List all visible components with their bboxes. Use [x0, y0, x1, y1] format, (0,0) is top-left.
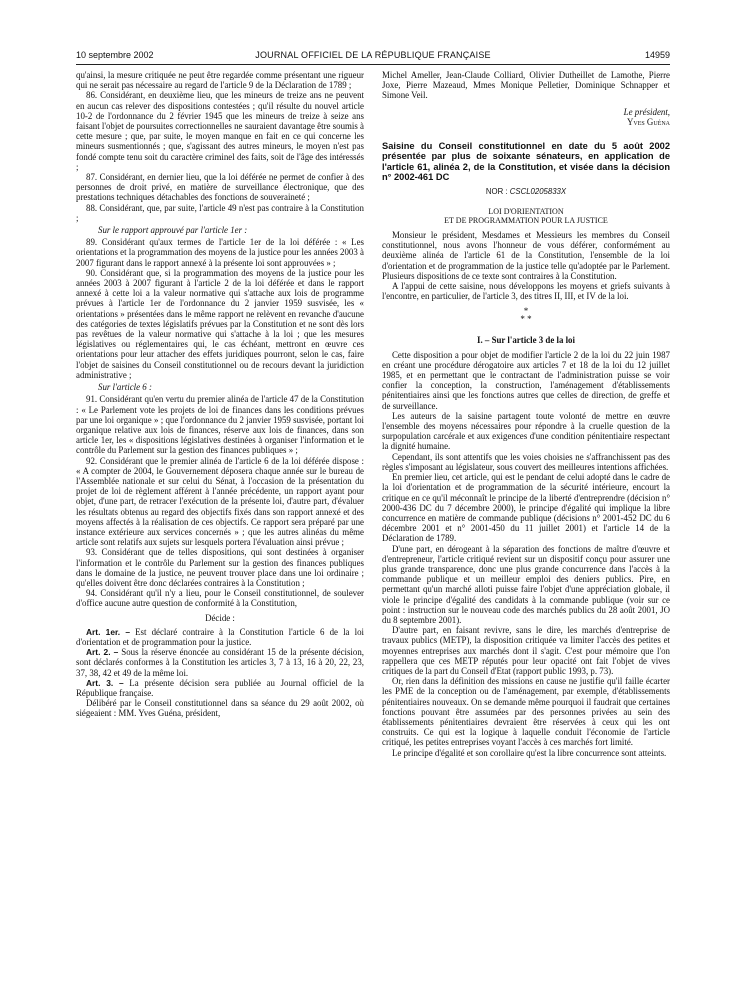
considerant-87: 87. Considérant, en dernier lieu, que la loi déférée ne permet de confier à des personnes de droit privé, en matière de surveillance électronique, que des prestations techniques détachables des fonctions de souveraineté ; — [76, 172, 364, 203]
right-column — [382, 70, 670, 758]
paragraph: Cependant, ils sont attentifs que les voies choisies ne s'affranchissent pas des règles s'imposant au législateur, sous couvert des meilleures intentions affichées. — [382, 451, 670, 472]
article-1-label: Art. 1er. – — [86, 626, 130, 637]
paragraph: Monsieur le président, Mesdames et Messieurs les membres du Conseil constitutionnel, nous avons l'honneur de vous déférer, conformément au deuxième alinéa de l'article 61 de la Constitution, l'ensemble de la loi d'orientation et de programmation de la justice telle qu'adoptée par le Parlement. Plusieurs dispositions de ce texte sont contraires à la Constitution. — [382, 230, 670, 281]
considerant-90: 90. Considérant que, si la programmation des moyens de la justice pour les années 2003 à 2007 figurant à l'article 2 de la loi déférée et dans le rapport annexé à cette loi a la valeur normative qui s'attache aux lois de programme prévues à l'article 1er de l'ordonnance du 2 janvier 1959 susvisée, les « orientations » présentées dans le même rapport ne relèvent en revanche d'aucune des catégories de textes législatifs prévues par la Constitution et ne sont dès lors pas revêtues de la valeur normative qui s'attache à la loi ; que les mesures législatives ou réglementaires qui, le cas échéant, mettront en œuvre ces orientations pour leur attacher des effets juridiques pourront, selon le cas, faire l'objet de saisines du Conseil constitutionnel ou de recours devant la juridiction administrative ; — [76, 267, 364, 380]
saisine-title: Saisine du Conseil constitutionnel en date du 5 août 2002 présentée par plus de soixante sénateurs, en application de l'article 61, alinéa 2, de la Constitution, et visée dans la décision n° 2002-461 DC — [382, 141, 670, 183]
nor-reference — [382, 187, 670, 197]
signature-name: Yves Guéna — [626, 116, 670, 127]
considerant-91: 91. Considérant qu'en vertu du premier alinéa de l'article 47 de la Constitution : « Le Parlement vote les projets de loi de finances dans les conditions prévues par une loi organique » ; que l'ordonnance du 2 janvier 1959 susvisée, portant loi organique relative aux lois de finances, réserve aux lois de finances, dans son article 1er, les « dispositions législatives destinées à organiser l'information et le contrôle du Parlement sur la gestion des finances publiques » ; — [76, 394, 364, 456]
paragraph: Or, rien dans la définition des missions en cause ne justifie qu'il faille écarter les PME de la conception ou de l'aménagement, par exemple, d'établissements pénitentiaires nouveaux. On se demande même pourquoi il faudrait que certaines fonctions pouvant être assumées par des personnes privées au sein des établissements pénitentiaires devraient être réservées à ceux qui les ont construits. Ce qui est la logique à laquelle conduit l'économie de l'article critiqué, les petites entreprises voyant l'accès à ces marchés fort limité. — [382, 676, 670, 748]
considerant-86: 86. Considérant, en deuxième lieu, que les mineurs de treize ans ne peuvent en aucun cas relever des dispositions contestées ; qu'il résulte du nouvel article 10-2 de l'ordonnance du 2 février 1945 que les mineurs de treize à seize ans faisant l'objet de poursuites correctionnelles ne sauraient davantage être soumis à cette mesure ; que, par suite, le moyen manque en fait en ce qui concerne les mineurs susmentionnés ; que, s'agissant des autres mineurs, le moyen n'est pas fondé compte tenu soit du caractère criminel des faits, soit de l'âge des intéressés ; — [76, 90, 364, 172]
law-title — [382, 207, 670, 226]
header-date: 10 septembre 2002 — [76, 50, 154, 60]
paragraph: En premier lieu, cet article, qui est le pendant de celui adopté dans le cadre de la loi d'orientation et de programmation de la sécurité intérieure, encourt la critique en ce qu'il méconnaît le principe de la liberté d'entreprendre (décision n° 2000-436 DC du 7 décembre 2000), le principe d'égalité qui implique la libre concurrence en matière de commande publique (décisions n° 2001-452 DC du 6 décembre 2001 et n° 2001-450 du 11 juillet 2001) et l'article 14 de la Déclaration de 1789. — [382, 472, 670, 544]
header-rule — [76, 64, 670, 65]
considerant-89: 89. Considérant qu'aux termes de l'article 1er de la loi déférée : « Les orientations et la programmation des moyens de la justice pour les années 2003 à 2007 figurant dans le rapport annexé à la présente loi sont approuvées » ; — [76, 237, 364, 268]
article-3 — [76, 678, 364, 698]
paragraph: D'autre part, en faisant revivre, sans le dire, les marchés d'entreprise de travaux publics (METP), la disposition critiquée va limiter l'accès des petites et moyennes entreprises aux marchés dont il s'agit. C'est pour mémoire que l'on rappellera que ces METP réputés pour leur opacité ont fait l'objet de vives critiques de la part du Conseil d'Etat (rapport public 1993, p. 73). — [382, 625, 670, 676]
subheading-article-6: Sur l'article 6 : — [98, 382, 152, 393]
law-title-line-1: LOI D'ORIENTATION — [488, 206, 564, 216]
left-column — [76, 70, 364, 719]
deliberation: Délibéré par le Conseil constitutionnel dans sa séance du 29 août 2002, où siégeaient : MM. Yves Guéna, président, — [76, 698, 364, 719]
law-title-line-2: ET DE PROGRAMMATION POUR LA JUSTICE — [444, 216, 608, 226]
page-header — [76, 50, 670, 64]
section-heading: I. – Sur l'article 3 de la loi — [477, 335, 575, 346]
article-2-text: Sous la réserve énoncée au considérant 15 de la présente décision, sont déclarés conformes à la Constitution les articles 3, 7 à 13, 16 à 20, 22, 23, 37, 38, 42 et 49 de la même loi. — [76, 647, 364, 678]
article-3-text: La présente décision sera publiée au Journal officiel de la République française. — [76, 677, 364, 698]
article-2 — [76, 647, 364, 678]
decide-heading: Décide : — [205, 612, 235, 623]
paragraph: Le principe d'égalité et son corollaire qu'est la libre concurrence sont atteints. — [392, 747, 667, 758]
nor-label: NOR : — [485, 186, 508, 196]
considerant-88: 88. Considérant, que, par suite, l'article 49 n'est pas contraire à la Constitution ; — [76, 202, 364, 223]
article-1-text: Est déclaré contraire à la Constitution l'article 6 de la loi d'orientation et de programmation pour la justice. — [76, 626, 364, 647]
paragraph: qu'ainsi, la mesure critiquée ne peut être regardée comme présentant une rigueur qui ne serait pas nécessaire au regard de l'article 9 de la Déclaration de 1789 ; — [76, 70, 364, 91]
article-1 — [76, 627, 364, 647]
header-page-number: 14959 — [644, 50, 670, 60]
article-2-label: Art. 2. – — [86, 647, 119, 658]
signature-role: Le président, — [623, 106, 670, 117]
article-3-label: Art. 3. – — [86, 677, 124, 688]
header-journal-title: JOURNAL OFFICIEL DE LA RÉPUBLIQUE FRANÇAISE — [255, 50, 491, 60]
paragraph: Les auteurs de la saisine partagent toute volonté de mettre en œuvre l'ensemble des moyens nécessaires pour répondre à la cruelle question de la surpopulation carcérale et aux exigences d'une condition pénitentiaire respectant la dignité humaine. — [382, 410, 670, 452]
considerant-93: 93. Considérant que de telles dispositions, qui sont destinées à organiser l'information et le contrôle du Parlement sur la gestion des finances publiques dans le domaine de la justice, ne peuvent trouver place dans une loi ordinaire ; qu'elles doivent être donc déclarées contraires à la Constitution ; — [76, 547, 364, 588]
members-list: Michel Ameller, Jean-Claude Colliard, Olivier Dutheillet de Lamothe, Pierre Joxe, Pierre Mazeaud, Mmes Monique Pelletier, Dominique Schnapper et Simone Veil. — [382, 70, 670, 101]
paragraph: A l'appui de cette saisine, nous développons les moyens et griefs suivants à l'encontre, en particulier, de l'article 3, des titres II, III, et IV de la loi. — [382, 281, 670, 302]
paragraph: D'une part, en dérogeant à la séparation des fonctions de maître d'œuvre et d'entrepreneur, l'article critiqué revient sur un dispositif conçu pour assurer une plus grande transparence, donc une plus grande concurrence dans l'accès à la commande publique et un meilleur emploi des deniers publics. Pire, en permettant qu'un marché alloti puisse faire l'objet d'une appréciation globale, il viole le principe d'égalité des candidats à la commande publique (voir sur ce point : instruction sur le nouveau code des marchés publics du 28 août 2001, JO du 8 septembre 2001). — [382, 543, 670, 625]
separator-stars: * * * — [520, 306, 532, 325]
considerant-92: 92. Considérant que le premier alinéa de l'article 6 de la loi déférée dispose : « A compter de 2004, le Gouvernement déposera chaque année sur le bureau de l'Assemblée nationale et sur celui du Sénat, à l'occasion de la présentation du projet de loi de règlement afférent à l'année précédente, un rapport ayant pour objet, d'une part, de retracer l'exécution de la présente loi, d'autre part, d'évaluer les résultats obtenus au regard des objectifs fixés dans son rapport annexé et des moyens affectés à la réalisation de ces objectifs. Ce rapport sera préparé par une instance extérieure aux services concernés » ; que les autres alinéas du même article sont relatifs aux sujets sur lesquels portera l'évaluation ainsi prévue ; — [76, 455, 364, 548]
nor-code: CSCL0205833X — [509, 186, 567, 196]
considerant-94: 94. Considérant qu'il n'y a lieu, pour le Conseil constitutionnel, de soulever d'office aucune autre question de conformité à la Constitution, — [76, 588, 364, 609]
paragraph: Cette disposition a pour objet de modifier l'article 2 de la loi du 22 juin 1987 en créant une procédure dérogatoire aux articles 7 et 18 de la loi du 12 juillet 1985, et en permettant que le contractant de l'administration puisse se voir confier la conception, la construction, l'aménagement d'établissements pénitentiaires ainsi que les fonctions autres que celles de direction, de greffe et de surveillance. — [382, 349, 670, 411]
subheading-rapport: Sur le rapport approuvé par l'article 1er : — [98, 225, 248, 236]
